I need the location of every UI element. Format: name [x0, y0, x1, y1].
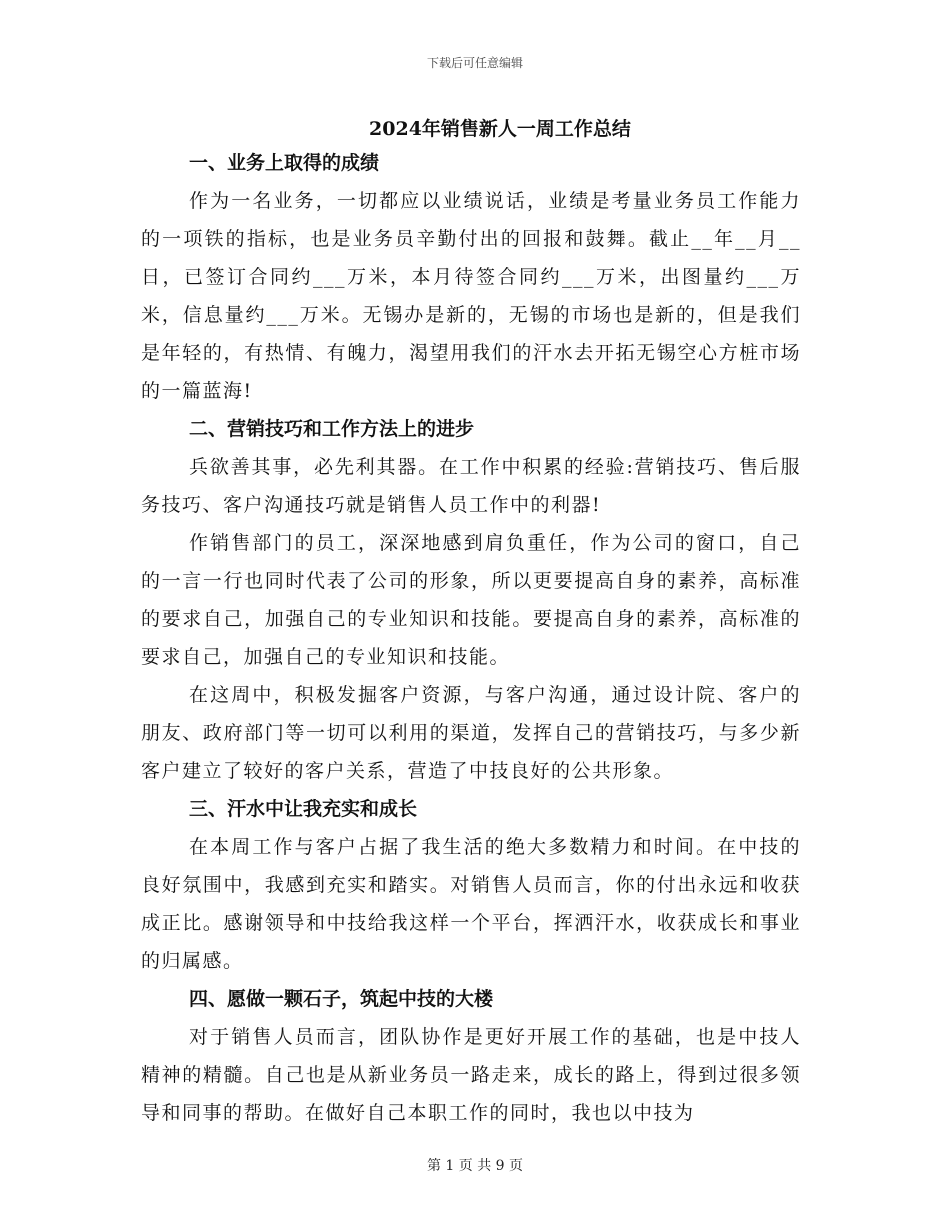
section-heading-1: 一、业务上取得的成绩 [189, 152, 380, 174]
section-4-paragraph-1: 对于销售人员而言，团队协作是更好开展工作的基础，也是中技人精神的精髓。自己也是从新业务员一路走来，成长的路上，得到过很多领导和同事的帮助。在做好自己本职工作的同时，我也以中技为 [141, 1026, 801, 1124]
section-heading-3: 三、汗水中让我充实和成长 [189, 798, 418, 820]
section-heading-2: 二、营销技巧和工作方法上的进步 [189, 418, 475, 440]
section-heading-4: 四、愿做一颗石子，筑起中技的大楼 [189, 988, 494, 1010]
section-2-paragraph-2: 作销售部门的员工，深深地感到肩负重任，作为公司的窗口，自己的一言一行也同时代表了公司的形象，所以更要提高自身的素养，高标准的要求自己，加强自己的专业知识和技能。要提高自身的素养，高标准的要求自己，加强自己的专业知识和技能。 [141, 532, 801, 668]
document-body [141, 144, 801, 1132]
section-1-paragraph-1: 作为一名业务，一切都应以业绩说话，业绩是考量业务员工作能力的一项铁的指标，也是业务员辛勤付出的回报和鼓舞。截止__年__月__日，已签订合同约___万米，本月待签合同约___万米，出图量约___万米，信息量约___万米。无锡办是新的，无锡的市场也是新的，但是我们是年轻的，有热情、有魄力，渴望用我们的汗水去开拓无锡空心方桩市场的一篇蓝海! [141, 190, 801, 402]
section-2-paragraph-1: 兵欲善其事，必先利其器。在工作中积累的经验:营销技巧、售后服务技巧、客户沟通技巧就是销售人员工作中的利器! [141, 456, 801, 516]
header-note: 下载后可任意编辑 [426, 56, 523, 70]
section-2-paragraph-3: 在这周中，积极发掘客户资源，与客户沟通，通过设计院、客户的朋友、政府部门等一切可以利用的渠道，发挥自己的营销技巧，与多少新客户建立了较好的客户关系，营造了中技良好的公共形象。 [141, 684, 801, 782]
section-3-paragraph-1: 在本周工作与客户占据了我生活的绝大多数精力和时间。在中技的良好氛围中，我感到充实和踏实。对销售人员而言，你的付出永远和收获成正比。感谢领导和中技给我这样一个平台，挥洒汗水，收获成长和事业的归属感。 [141, 836, 801, 972]
document-title: 2024年销售新人一周工作总结 [369, 118, 631, 140]
page-footer: 第 1 页 共 9 页 [426, 1158, 524, 1174]
